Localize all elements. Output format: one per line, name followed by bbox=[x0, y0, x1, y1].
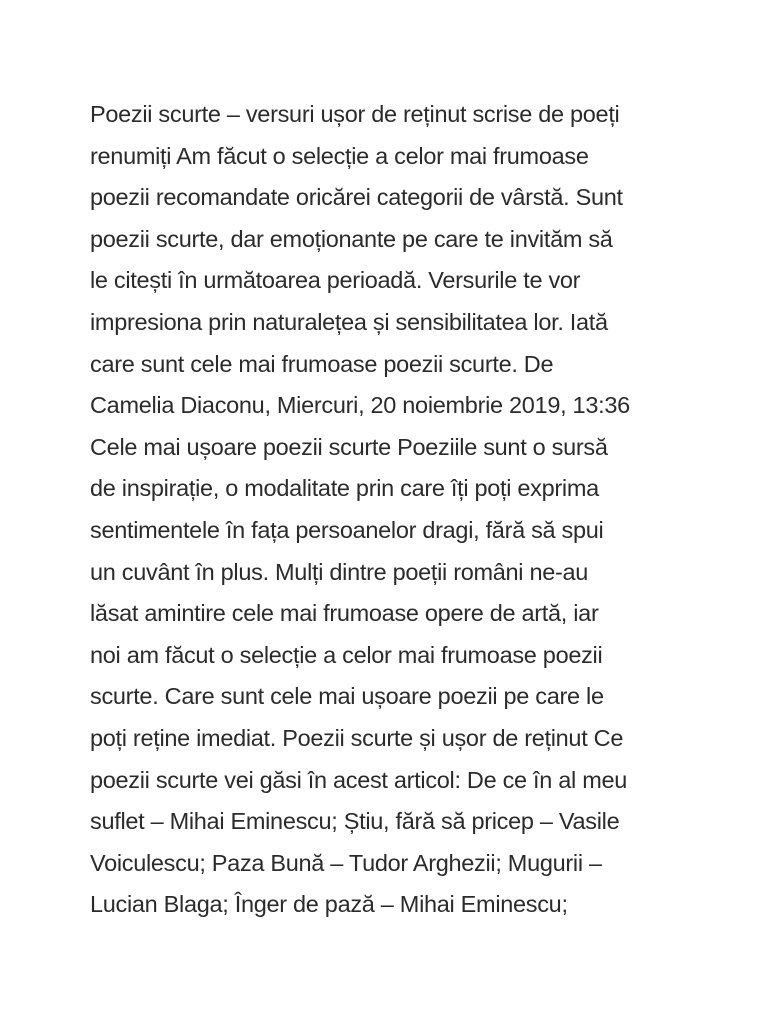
text-line: un cuvânt în plus. Mulți dintre poeții români ne-au bbox=[90, 558, 589, 585]
text-line: scurte. Care sunt cele mai ușoare poezii pe care le bbox=[90, 683, 604, 710]
text-line: lăsat amintire cele mai frumoase opere de artă, iar bbox=[90, 600, 599, 627]
text-line: le citești în următoarea perioadă. Versurile te vor bbox=[90, 267, 581, 294]
text-line: care sunt cele mai frumoase poezii scurte. De bbox=[90, 350, 554, 377]
text-line: poezii scurte, dar emoționante pe care te invităm să bbox=[90, 225, 613, 252]
text-line: Voiculescu; Paza Bună – Tudor Arghezii; Mugurii – bbox=[90, 849, 602, 876]
text-line: Camelia Diaconu, Miercuri, 20 noiembrie 2019, 13:36 bbox=[90, 392, 630, 419]
text-line: suflet – Mihai Eminescu; Știu, fără să pricep – Vasile bbox=[90, 808, 620, 835]
text-line: renumiți Am făcut o selecție a celor mai frumoase bbox=[90, 142, 589, 169]
text-line: Cele mai ușoare poezii scurte Poeziile sunt o sursă bbox=[90, 433, 608, 460]
text-line: impresiona prin naturalețea și sensibilitatea lor. Iată bbox=[90, 308, 608, 335]
text-line: sentimentele în fața persoanelor dragi, fără să spui bbox=[90, 516, 604, 543]
text-line: Lucian Blaga; Înger de pază – Mihai Eminescu; bbox=[90, 891, 568, 918]
text-line: de inspirație, o modalitate prin care îți poți exprima bbox=[90, 475, 599, 502]
text-line: Poezii scurte – versuri ușor de reținut scrise de poeți bbox=[90, 101, 620, 127]
text-line: poți reține imediat. Poezii scurte și ușor de reținut Ce bbox=[90, 724, 624, 751]
text-line: noi am făcut o selecție a celor mai frumoase poezii bbox=[90, 641, 603, 668]
body-paragraph bbox=[90, 94, 690, 926]
text-line: poezii recomandate oricărei categorii de vârstă. Sunt bbox=[90, 184, 623, 211]
text-line: poezii scurte vei găsi în acest articol: De ce în al meu bbox=[90, 766, 628, 793]
